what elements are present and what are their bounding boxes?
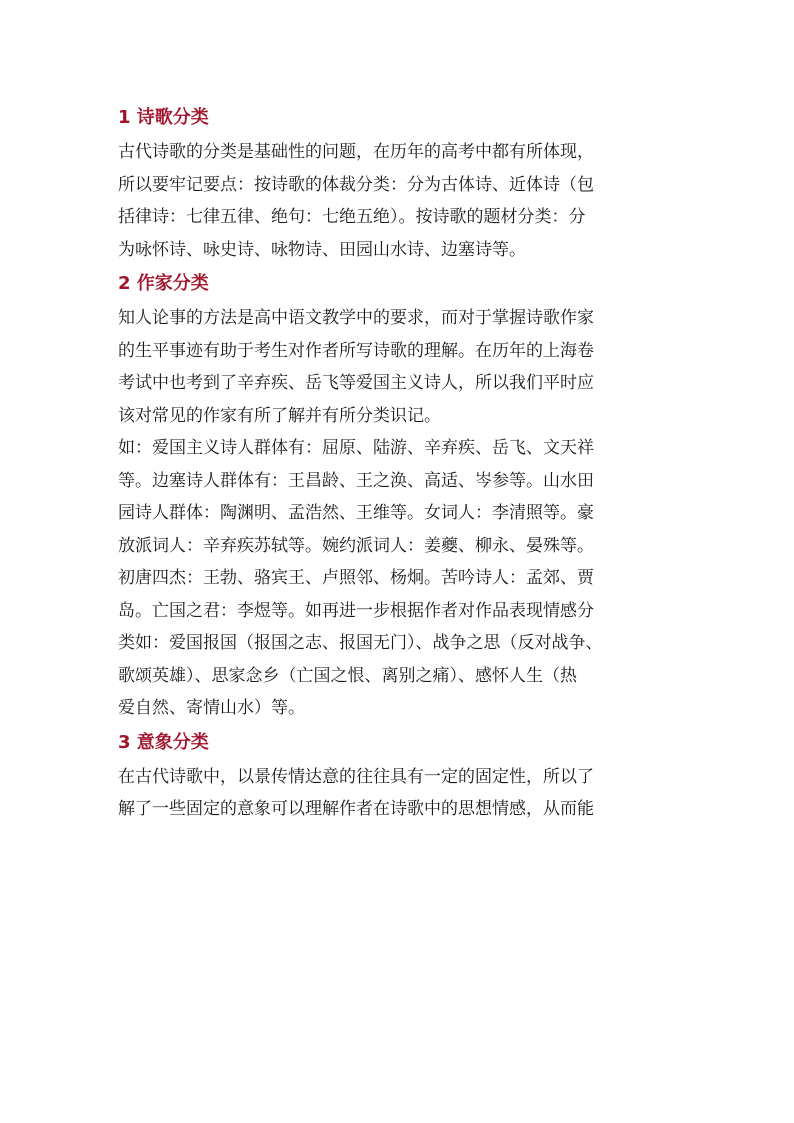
section-heading: 2 作家分类 bbox=[118, 273, 209, 294]
section-heading: 1 诗歌分类 bbox=[118, 107, 209, 128]
paragraph-line: 爱自然、寄情山水）等。 bbox=[118, 698, 305, 718]
paragraph-line: 放派词人：辛弃疾苏轼等。婉约派词人：姜夔、柳永、晏殊等。 bbox=[118, 535, 594, 556]
paragraph-line: 所以要牢记要点：按诗歌的体裁分类：分为古体诗、近体诗（包 bbox=[118, 174, 594, 195]
paragraph-line: 知人论事的方法是高中语文教学中的要求，而对于掌握诗歌作家 bbox=[118, 308, 594, 328]
paragraph-line: 解了一些固定的意象可以理解作者在诗歌中的思想情感，从而能 bbox=[118, 799, 594, 819]
section-poetry-classification bbox=[118, 100, 678, 266]
paragraph-line: 在古代诗歌中，以景传情达意的往往具有一定的固定性，所以了 bbox=[118, 766, 594, 787]
paragraph-line: 如：爱国主义诗人群体有：屈原、陆游、辛弃疾、岳飞、文天祥 bbox=[118, 438, 594, 458]
paragraph-line: 为咏怀诗、咏史诗、咏物诗、田园山水诗、边塞诗等。 bbox=[118, 239, 526, 260]
section-paragraph bbox=[118, 761, 678, 826]
document-page bbox=[118, 100, 678, 826]
section-author-classification bbox=[118, 266, 678, 725]
paragraph-line: 括律诗：七律五律、绝句：七绝五绝）。按诗歌的题材分类：分 bbox=[118, 207, 586, 227]
paragraph-line: 园诗人群体：陶渊明、孟浩然、王维等。女词人：李清照等。豪 bbox=[118, 503, 594, 523]
paragraph-line: 的生平事迹有助于考生对作者所写诗歌的理解。在历年的上海卷 bbox=[118, 340, 594, 361]
paragraph-line: 古代诗歌的分类是基础性的问题，在历年的高考中都有所体现， bbox=[118, 142, 594, 162]
section-paragraph bbox=[118, 136, 678, 266]
section-paragraph bbox=[118, 302, 678, 725]
paragraph-line: 歌颂英雄）、思家念乡（亡国之恨、离别之痛）、感怀人生（热 bbox=[118, 665, 577, 686]
paragraph-line: 等。边塞诗人群体有：王昌龄、王之涣、高适、岑参等。山水田 bbox=[118, 470, 594, 491]
paragraph-line: 岛。亡国之君：李煜等。如再进一步根据作者对作品表现情感分 bbox=[118, 600, 594, 621]
section-imagery-classification bbox=[118, 725, 678, 826]
paragraph-line: 考试中也考到了辛弃疾、岳飞等爱国主义诗人，所以我们平时应 bbox=[118, 373, 594, 393]
paragraph-line: 初唐四杰：王勃、骆宾王、卢照邻、杨炯。苦吟诗人：孟郊、贾 bbox=[118, 568, 594, 588]
section-heading: 3 意象分类 bbox=[118, 731, 209, 753]
paragraph-line: 类如：爱国报国（报国之志、报国无门）、战争之思（反对战争、 bbox=[118, 633, 603, 653]
paragraph-line: 该对常见的作家有所了解并有所分类识记。 bbox=[118, 405, 441, 426]
